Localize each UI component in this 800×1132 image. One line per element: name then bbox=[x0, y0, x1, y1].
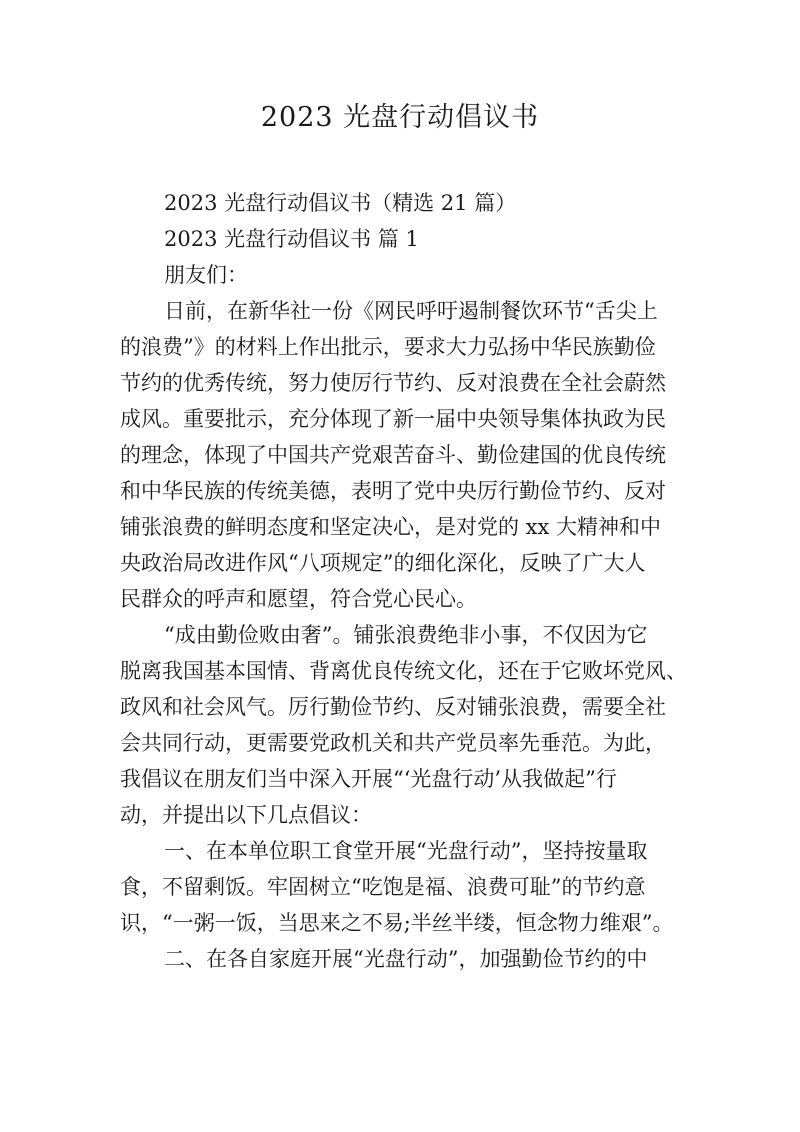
paragraph-1 bbox=[120, 293, 690, 617]
paragraph-line: 和中华民族的传统美德，表明了党中央厉行勤俭节约、反对 bbox=[120, 479, 666, 503]
paragraph-line: 会共同行动，更需要党政机关和共产党员率先垂范。为此， bbox=[120, 731, 666, 755]
paragraph-line: 铺张浪费的鲜明态度和坚定决心，是对党的 xx 大精神和中 bbox=[120, 515, 662, 539]
paragraph-line: 日前，在新华社一份《网民呼吁遏制餐饮环节“舌尖上 bbox=[164, 299, 658, 323]
paragraph-line: 识，“一粥一饭，当思来之不易;半丝半缕，恒念物力维艰”。 bbox=[120, 911, 674, 935]
paragraph-2 bbox=[120, 617, 690, 833]
paragraph-line: 节约的优秀传统，努力使厉行节约、反对浪费在全社会蔚然 bbox=[120, 371, 666, 395]
paragraph-4 bbox=[120, 941, 690, 977]
paragraph-line: 食，不留剩饭。牢固树立“吃饱是福、浪费可耻”的节约意 bbox=[120, 875, 646, 899]
paragraph-3 bbox=[120, 833, 690, 941]
paragraph-line: 政风和社会风气。厉行勤俭节约、反对铺张浪费，需要全社 bbox=[120, 695, 666, 719]
paragraph-line: 的浪费”》的材料上作出批示，要求大力弘扬中华民族勤俭 bbox=[120, 335, 656, 359]
document-subtitle: 2023 光盘行动倡议书（精选 21 篇） bbox=[164, 191, 517, 215]
paragraph-line: 的理念，体现了中国共产党艰苦奋斗、勤俭建国的优良传统 bbox=[120, 443, 666, 467]
document-body bbox=[120, 185, 690, 977]
paragraph-line: 我倡议在朋友们当中深入开展“‘光盘行动’从我做起”行 bbox=[120, 767, 617, 791]
paragraph-line: 民群众的呼声和愿望，符合党心民心。 bbox=[120, 587, 477, 611]
paragraph-line: 成风。重要批示，充分体现了新一届中央领导集体执政为民 bbox=[120, 407, 666, 431]
document-title: 2023 光盘行动倡议书 bbox=[260, 102, 540, 133]
paragraph-line: 脱离我国基本国情、背离优良传统文化，还在于它败坏党风、 bbox=[120, 659, 687, 683]
paragraph-line: 二、在各自家庭开展“光盘行动”，加强勤俭节约的中 bbox=[164, 947, 648, 971]
paragraph-line: “成由勤俭败由奢”。铺张浪费绝非小事，不仅因为它 bbox=[164, 623, 648, 647]
section-heading: 2023 光盘行动倡议书 篇 1 bbox=[164, 227, 419, 251]
paragraph-line: 一、在本单位职工食堂开展“光盘行动”，坚持按量取 bbox=[164, 839, 648, 863]
paragraph-line: 动，并提出以下几点倡议： bbox=[120, 803, 372, 827]
salutation: 朋友们： bbox=[164, 263, 248, 287]
paragraph-line: 央政治局改进作风“八项规定”的细化深化，反映了广大人 bbox=[120, 551, 646, 575]
